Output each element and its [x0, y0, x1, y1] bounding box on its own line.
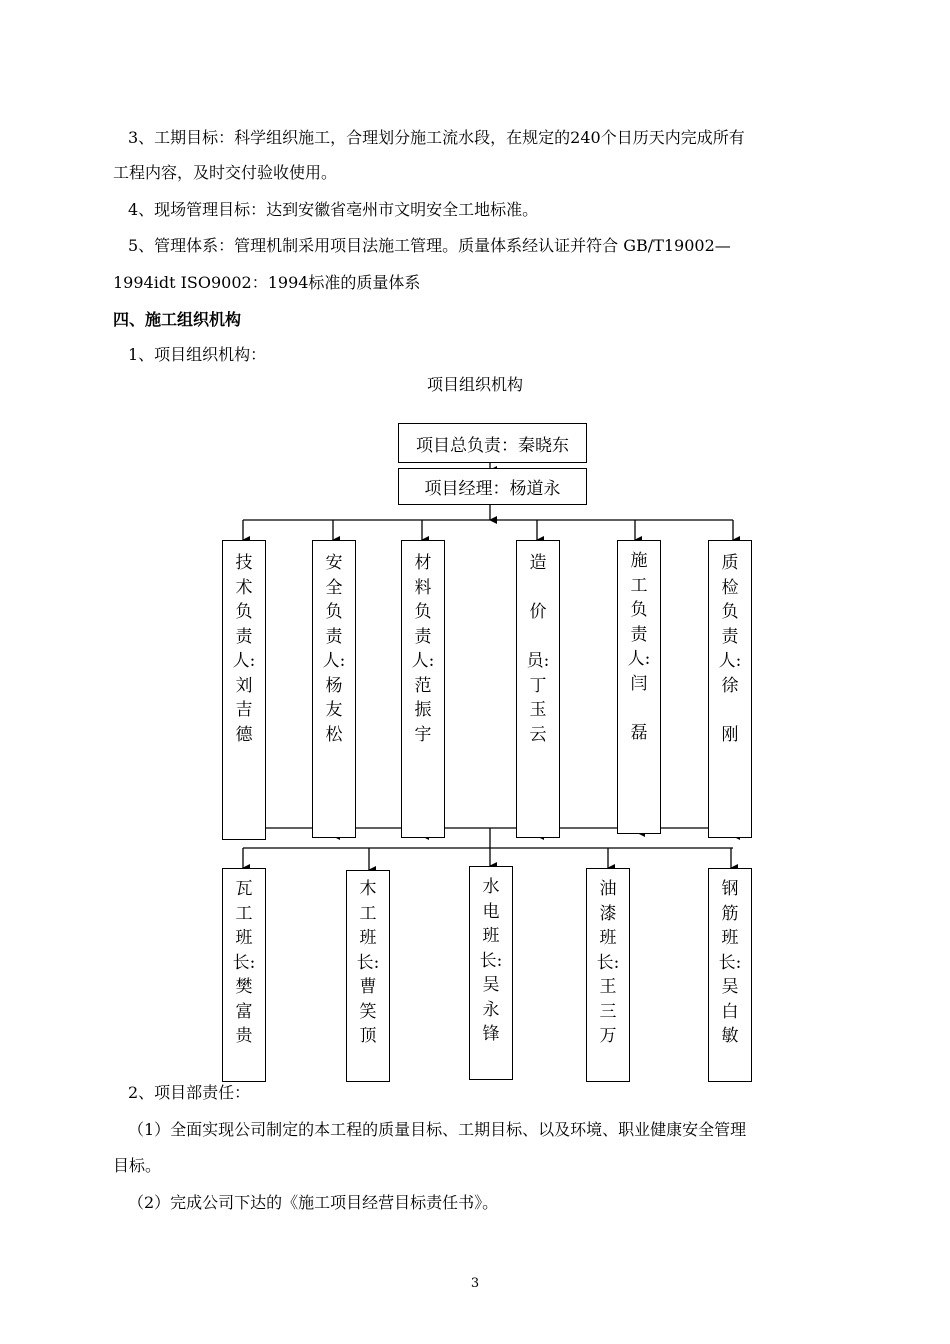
dept-cost-text: 造 价 员: 丁 玉 云: [526, 553, 550, 745]
team-plumbing-electrical-text: 水 电 班 长: 吴 永 锋: [479, 877, 503, 1044]
dept-box-materials: [401, 540, 445, 838]
dept-quality-text: 质 检 负 责 人: 徐 刚: [718, 553, 742, 745]
team-box-plumbing-electrical: [469, 866, 513, 1080]
team-box-painting: [586, 868, 630, 1082]
team-box-masonry: [222, 868, 266, 1082]
dept-materials-text: 材 料 负 责 人: 范 振 宇: [411, 553, 435, 745]
section-heading: 四、施工组织机构: [113, 310, 242, 329]
dept-box-safety: [312, 540, 356, 838]
team-painting-text: 油 漆 班 长: 王 三 万: [596, 879, 620, 1046]
dept-box-quality: [708, 540, 752, 838]
team-masonry-text: 瓦 工 班 长: 樊 富 贵: [232, 879, 256, 1046]
responsibility-item-2: （2）完成公司下达的《施工项目经营目标责任书》。: [128, 1193, 499, 1212]
dept-box-cost: [516, 540, 560, 838]
project-director-label: 项目总负责：秦晓东: [416, 435, 569, 456]
team-rebar-text: 钢 筋 班 长: 吴 白 敏: [718, 879, 742, 1046]
team-box-rebar: [708, 868, 752, 1082]
responsibility-item-1-line1: （1）全面实现公司制定的本工程的质量目标、工期目标、以及环境、职业健康安全管理: [128, 1120, 747, 1139]
dept-construction-text: 施 工 负 责 人: 闫 磊: [627, 551, 651, 743]
paragraph-site-management-goal: 4、现场管理目标：达到安徽省亳州市文明安全工地标准。: [128, 200, 539, 219]
dept-safety-text: 安 全 负 责 人: 杨 友 松: [322, 553, 346, 745]
team-box-carpentry: [346, 870, 390, 1082]
subsection-responsibilities: 2、项目部责任：: [128, 1083, 251, 1102]
dept-box-construction: [617, 540, 661, 834]
paragraph-schedule-goal-line2: 工程内容，及时交付验收使用。: [113, 163, 338, 182]
dept-box-technical: [222, 540, 266, 840]
project-manager-label: 项目经理：杨道永: [424, 479, 561, 499]
dept-technical-text: 技 术 负 责 人: 刘 吉 德: [232, 553, 256, 745]
responsibility-item-1-line2: 目标。: [113, 1156, 162, 1175]
page-number: 3: [470, 1276, 480, 1291]
project-director-box: [398, 423, 587, 463]
project-manager-box: [398, 468, 587, 505]
subsection-org-structure: 1、项目组织机构：: [128, 345, 267, 364]
paragraph-management-system-line1: 5、管理体系：管理机制采用项目法施工管理。质量体系经认证并符合 GB/T19002—: [128, 236, 731, 255]
team-carpentry-text: 木 工 班 长: 曹 笑 顶: [356, 879, 380, 1046]
paragraph-schedule-goal-line1: 3、工期目标：科学组织施工，合理划分施工流水段，在规定的240个日历天内完成所有: [128, 128, 745, 147]
org-chart-title: 项目组织机构: [426, 375, 523, 394]
paragraph-management-system-line2: 1994idt ISO9002：1994标准的质量体系: [113, 273, 421, 292]
